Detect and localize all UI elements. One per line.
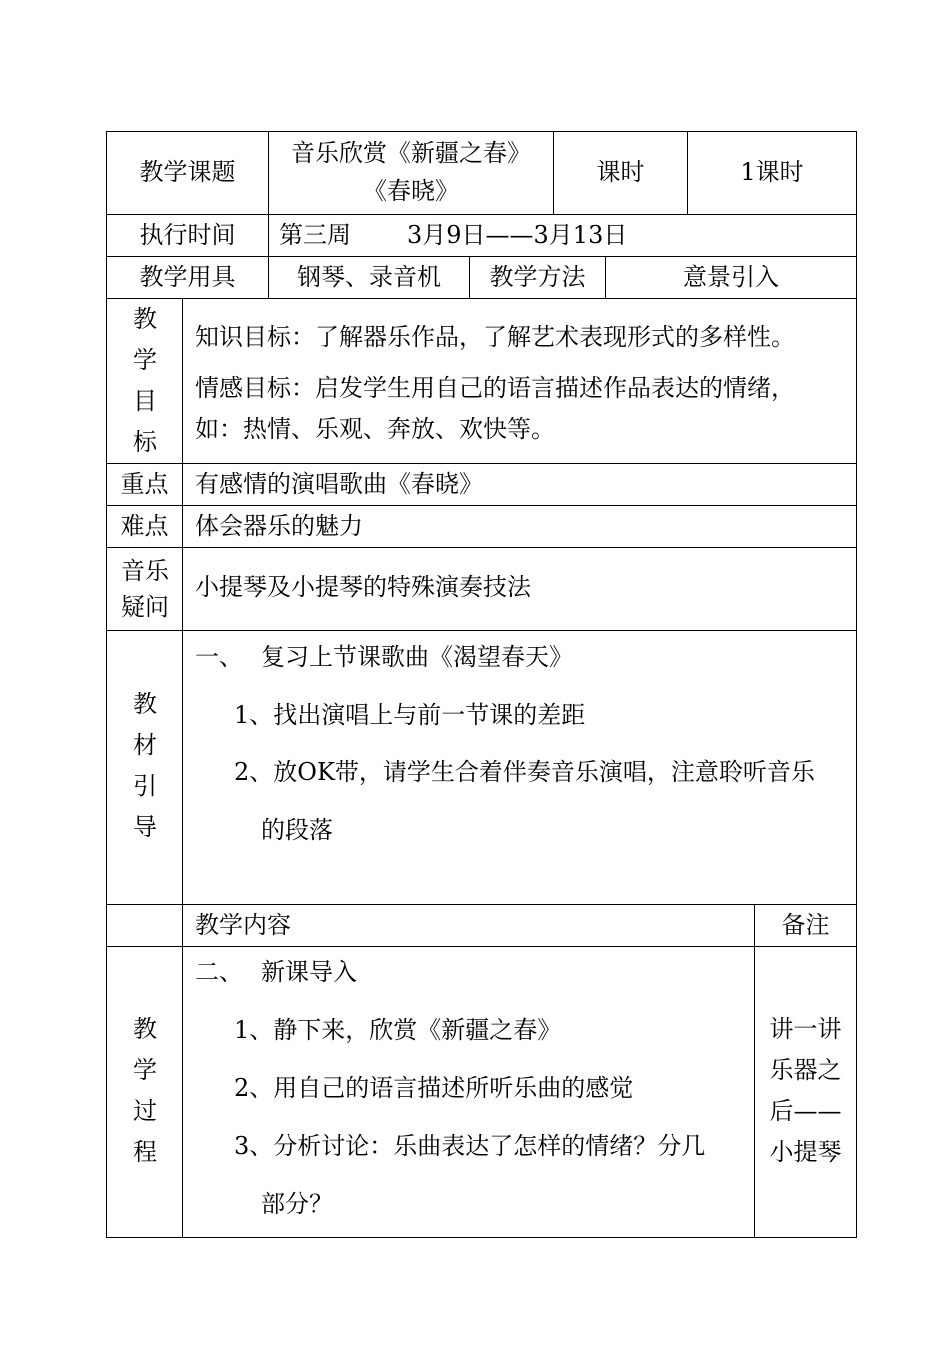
goals-label: [107, 299, 183, 463]
table-rule: [106, 505, 857, 506]
tools-label: 教学用具: [139, 263, 236, 291]
table-rule: [106, 946, 857, 947]
process-section-number: 二、: [195, 958, 243, 986]
table-rule: [106, 214, 857, 215]
goals-label-char: 标: [133, 428, 157, 456]
table-rule: [106, 630, 857, 631]
table-rule: [106, 904, 857, 905]
emotion-goal-line2: 如：热情、乐观、奔放、欢快等。: [195, 415, 555, 443]
note-header-label: 备注: [781, 911, 830, 939]
table-rule: [106, 463, 857, 464]
goals-label-char: 学: [133, 346, 157, 374]
difficulty-value: 体会器乐的魅力: [195, 512, 363, 540]
process-label-char: 学: [133, 1056, 157, 1084]
key-point-label: 重点: [120, 470, 169, 498]
table-rule: [106, 298, 857, 299]
process-item-1: 1、静下来，欣赏《新疆之春》: [234, 1016, 562, 1044]
music-question-value: 小提琴及小提琴的特殊演奏技法: [195, 573, 531, 601]
process-item-2: 2、用自己的语言描述所听乐曲的感觉: [234, 1074, 634, 1102]
process-label-char: 程: [133, 1138, 157, 1166]
remark-line: 乐器之: [769, 1056, 842, 1084]
material-label-char: 引: [133, 772, 157, 800]
period-value: 1课时: [740, 158, 804, 186]
material-label-char: 导: [133, 813, 157, 841]
process-label: [107, 1009, 183, 1173]
difficulty-label: 难点: [120, 512, 169, 540]
process-remark: [755, 1009, 856, 1173]
material-label-char: 材: [133, 731, 157, 759]
table-rule: [856, 131, 857, 1238]
topic-title-line2: 《春晓》: [363, 177, 459, 205]
process-label-char: 过: [133, 1097, 157, 1125]
table-rule: [106, 131, 857, 132]
process-section-title: 新课导入: [261, 958, 357, 986]
table-rule: [106, 1237, 857, 1238]
schedule-week: 第三周: [279, 221, 351, 249]
knowledge-goal: 知识目标：了解器乐作品，了解艺术表现形式的多样性。: [195, 323, 795, 351]
schedule-label: 执行时间: [139, 221, 236, 249]
key-point-value: 有感情的演唱歌曲《春晓》: [195, 470, 483, 498]
method-label: 教学方法: [489, 263, 586, 291]
music-question-label-line: 音乐: [121, 557, 169, 585]
music-question-label-line: 疑问: [121, 593, 169, 621]
emotion-goal-line1: 情感目标：启发学生用自己的语言描述作品表达的情绪，: [195, 374, 795, 402]
topic-label: 教学课题: [139, 158, 236, 186]
material-item-1: 1、找出演唱上与前一节课的差距: [234, 701, 586, 729]
remark-line: 小提琴: [769, 1138, 842, 1166]
material-label: [107, 684, 183, 848]
tools-value: 钢琴、录音机: [297, 263, 441, 291]
table-rule: [106, 547, 857, 548]
process-label-char: 教: [133, 1015, 157, 1043]
table-rule: [106, 256, 857, 257]
remark-line: 讲一讲: [769, 1015, 842, 1043]
content-header-label: 教学内容: [195, 911, 291, 939]
method-value: 意景引入: [683, 263, 779, 291]
material-item-2-line1: 2、放OK带，请学生合着伴奏音乐演唱，注意聆听音乐: [234, 758, 815, 786]
remark-line: 后——: [769, 1097, 842, 1125]
music-question-label: [107, 553, 183, 625]
material-section-title: 复习上节课歌曲《渴望春天》: [261, 643, 573, 671]
period-label: 课时: [596, 158, 645, 186]
goals-label-char: 目: [133, 387, 157, 415]
process-item-3-line1: 3、分析讨论：乐曲表达了怎样的情绪？分几: [234, 1132, 706, 1160]
process-item-3-line2: 部分？: [261, 1190, 333, 1218]
material-section-number: 一、: [195, 643, 243, 671]
goals-label-char: 教: [133, 305, 157, 333]
material-item-2-line2: 的段落: [261, 816, 333, 844]
topic-title-line1: 音乐欣赏《新疆之春》: [291, 139, 531, 167]
schedule-dates: 3月9日——3月13日: [407, 221, 628, 249]
material-label-char: 教: [133, 690, 157, 718]
